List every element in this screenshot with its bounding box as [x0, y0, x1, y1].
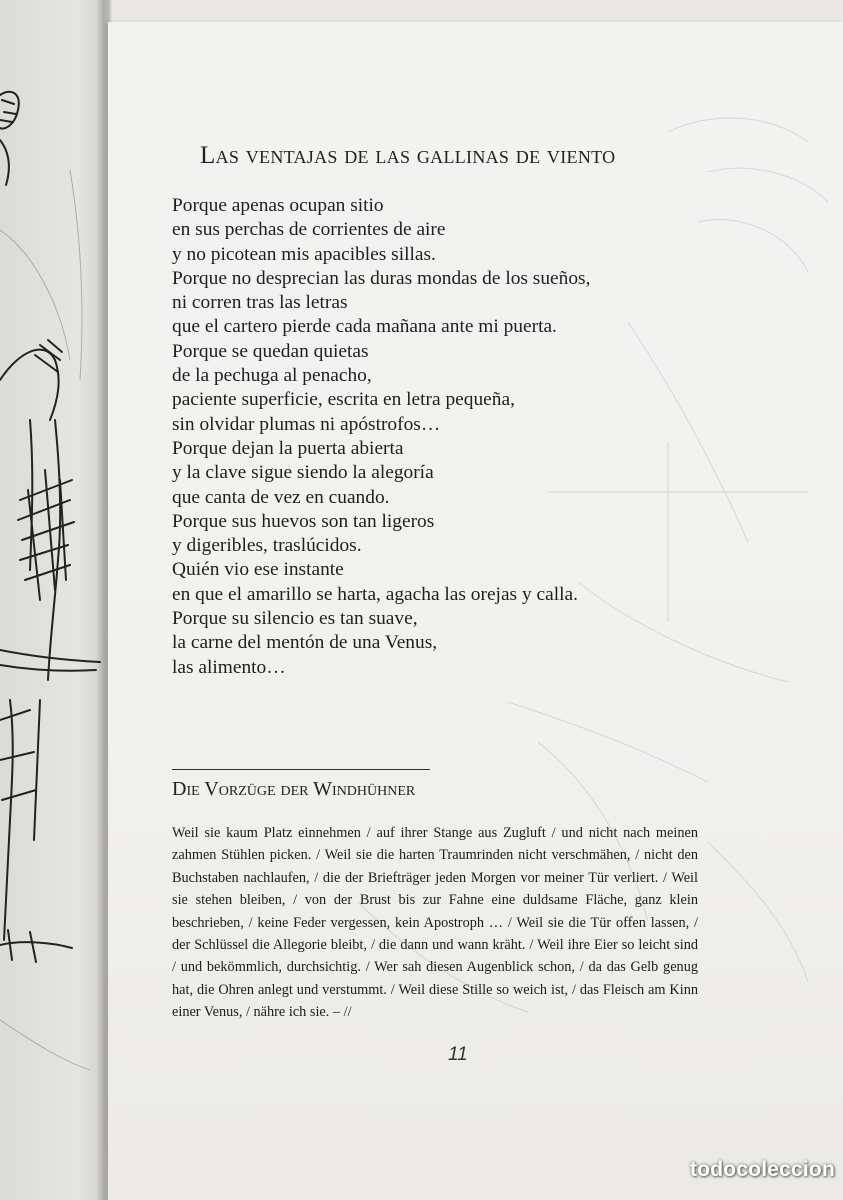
poem-line: Quién vio ese instante	[172, 559, 344, 581]
section-divider	[172, 769, 430, 770]
poem-line: que el cartero pierde cada mañana ante mi puerta.	[172, 316, 557, 338]
poem-line: en que el amarillo se harta, agacha las orejas y calla.	[172, 583, 578, 605]
poem-line: Porque sus huevos son tan ligeros	[172, 510, 435, 532]
translation-title: Die Vorzüge der Windhühner	[172, 778, 416, 800]
poem-line: sin olvidar plumas ni apóstrofos…	[172, 413, 441, 435]
poem-line: Porque dejan la puerta abierta	[172, 437, 404, 459]
poem-line: y la clave sigue siendo la alegoría	[172, 462, 434, 484]
poem-body	[172, 194, 692, 680]
poem-line: la carne del mentón de una Venus,	[172, 632, 438, 654]
poem-title: Las ventajas de las gallinas de viento	[200, 142, 616, 169]
translation-text: Weil sie kaum Platz einnehmen / auf ihrer Stange aus Zugluft / und nicht nach meinen zahmen Stühlen picken. / Weil sie die harten Traumrinden nicht verschmähen, / nicht den Buchstaben nachlaufen, / die der Briefträger jeden Morgen vor meiner Tür verliert. / Weil sie stehen bleiben, / von der Brust bis zur Fahne eine duldsame Fläche, ganz klein beschrieben, / keine Feder vergessen, kein Apostroph … / Weil sie die Tür offen lassen, / der Schlüssel die Allegorie bleibt, / die dann und wann kräht. / Weil ihre Eier so leicht sind / und bekömmlich, durchsichtig. / Wer sah diesen Augenblick schon, / da das Gelb genug hat, die Ohren anlegt und verstummt. / Weil diese Stille so weich ist, / das Fleisch am Kinn einer Venus, / nähre ich sie. – //	[172, 825, 698, 1021]
poem-line: Porque no desprecian las duras mondas de los sueños,	[172, 267, 591, 289]
left-facing-page	[0, 0, 110, 1200]
poem-line: y digeribles, traslúcidos.	[172, 535, 362, 557]
poem-line: que canta de vez en cuando.	[172, 486, 390, 508]
poem-line: en sus perchas de corrientes de aire	[172, 219, 446, 241]
page-number: 11	[448, 1044, 468, 1065]
poem-line: las alimento…	[172, 656, 286, 678]
poem-line: paciente superficie, escrita en letra pequeña,	[172, 389, 515, 411]
book-page	[108, 22, 843, 1200]
watermark-logo: todocoleccion	[690, 1158, 835, 1181]
poem-line: Porque su silencio es tan suave,	[172, 608, 418, 630]
poem-line: Porque se quedan quietas	[172, 340, 369, 362]
poem-line: de la pechuga al penacho,	[172, 365, 372, 387]
poem-line: Porque apenas ocupan sitio	[172, 195, 384, 216]
poem-line: y no picotean mis apacibles sillas.	[172, 243, 436, 265]
poem-line: ni corren tras las letras	[172, 292, 348, 314]
ink-sketch-illustration	[0, 0, 110, 1200]
